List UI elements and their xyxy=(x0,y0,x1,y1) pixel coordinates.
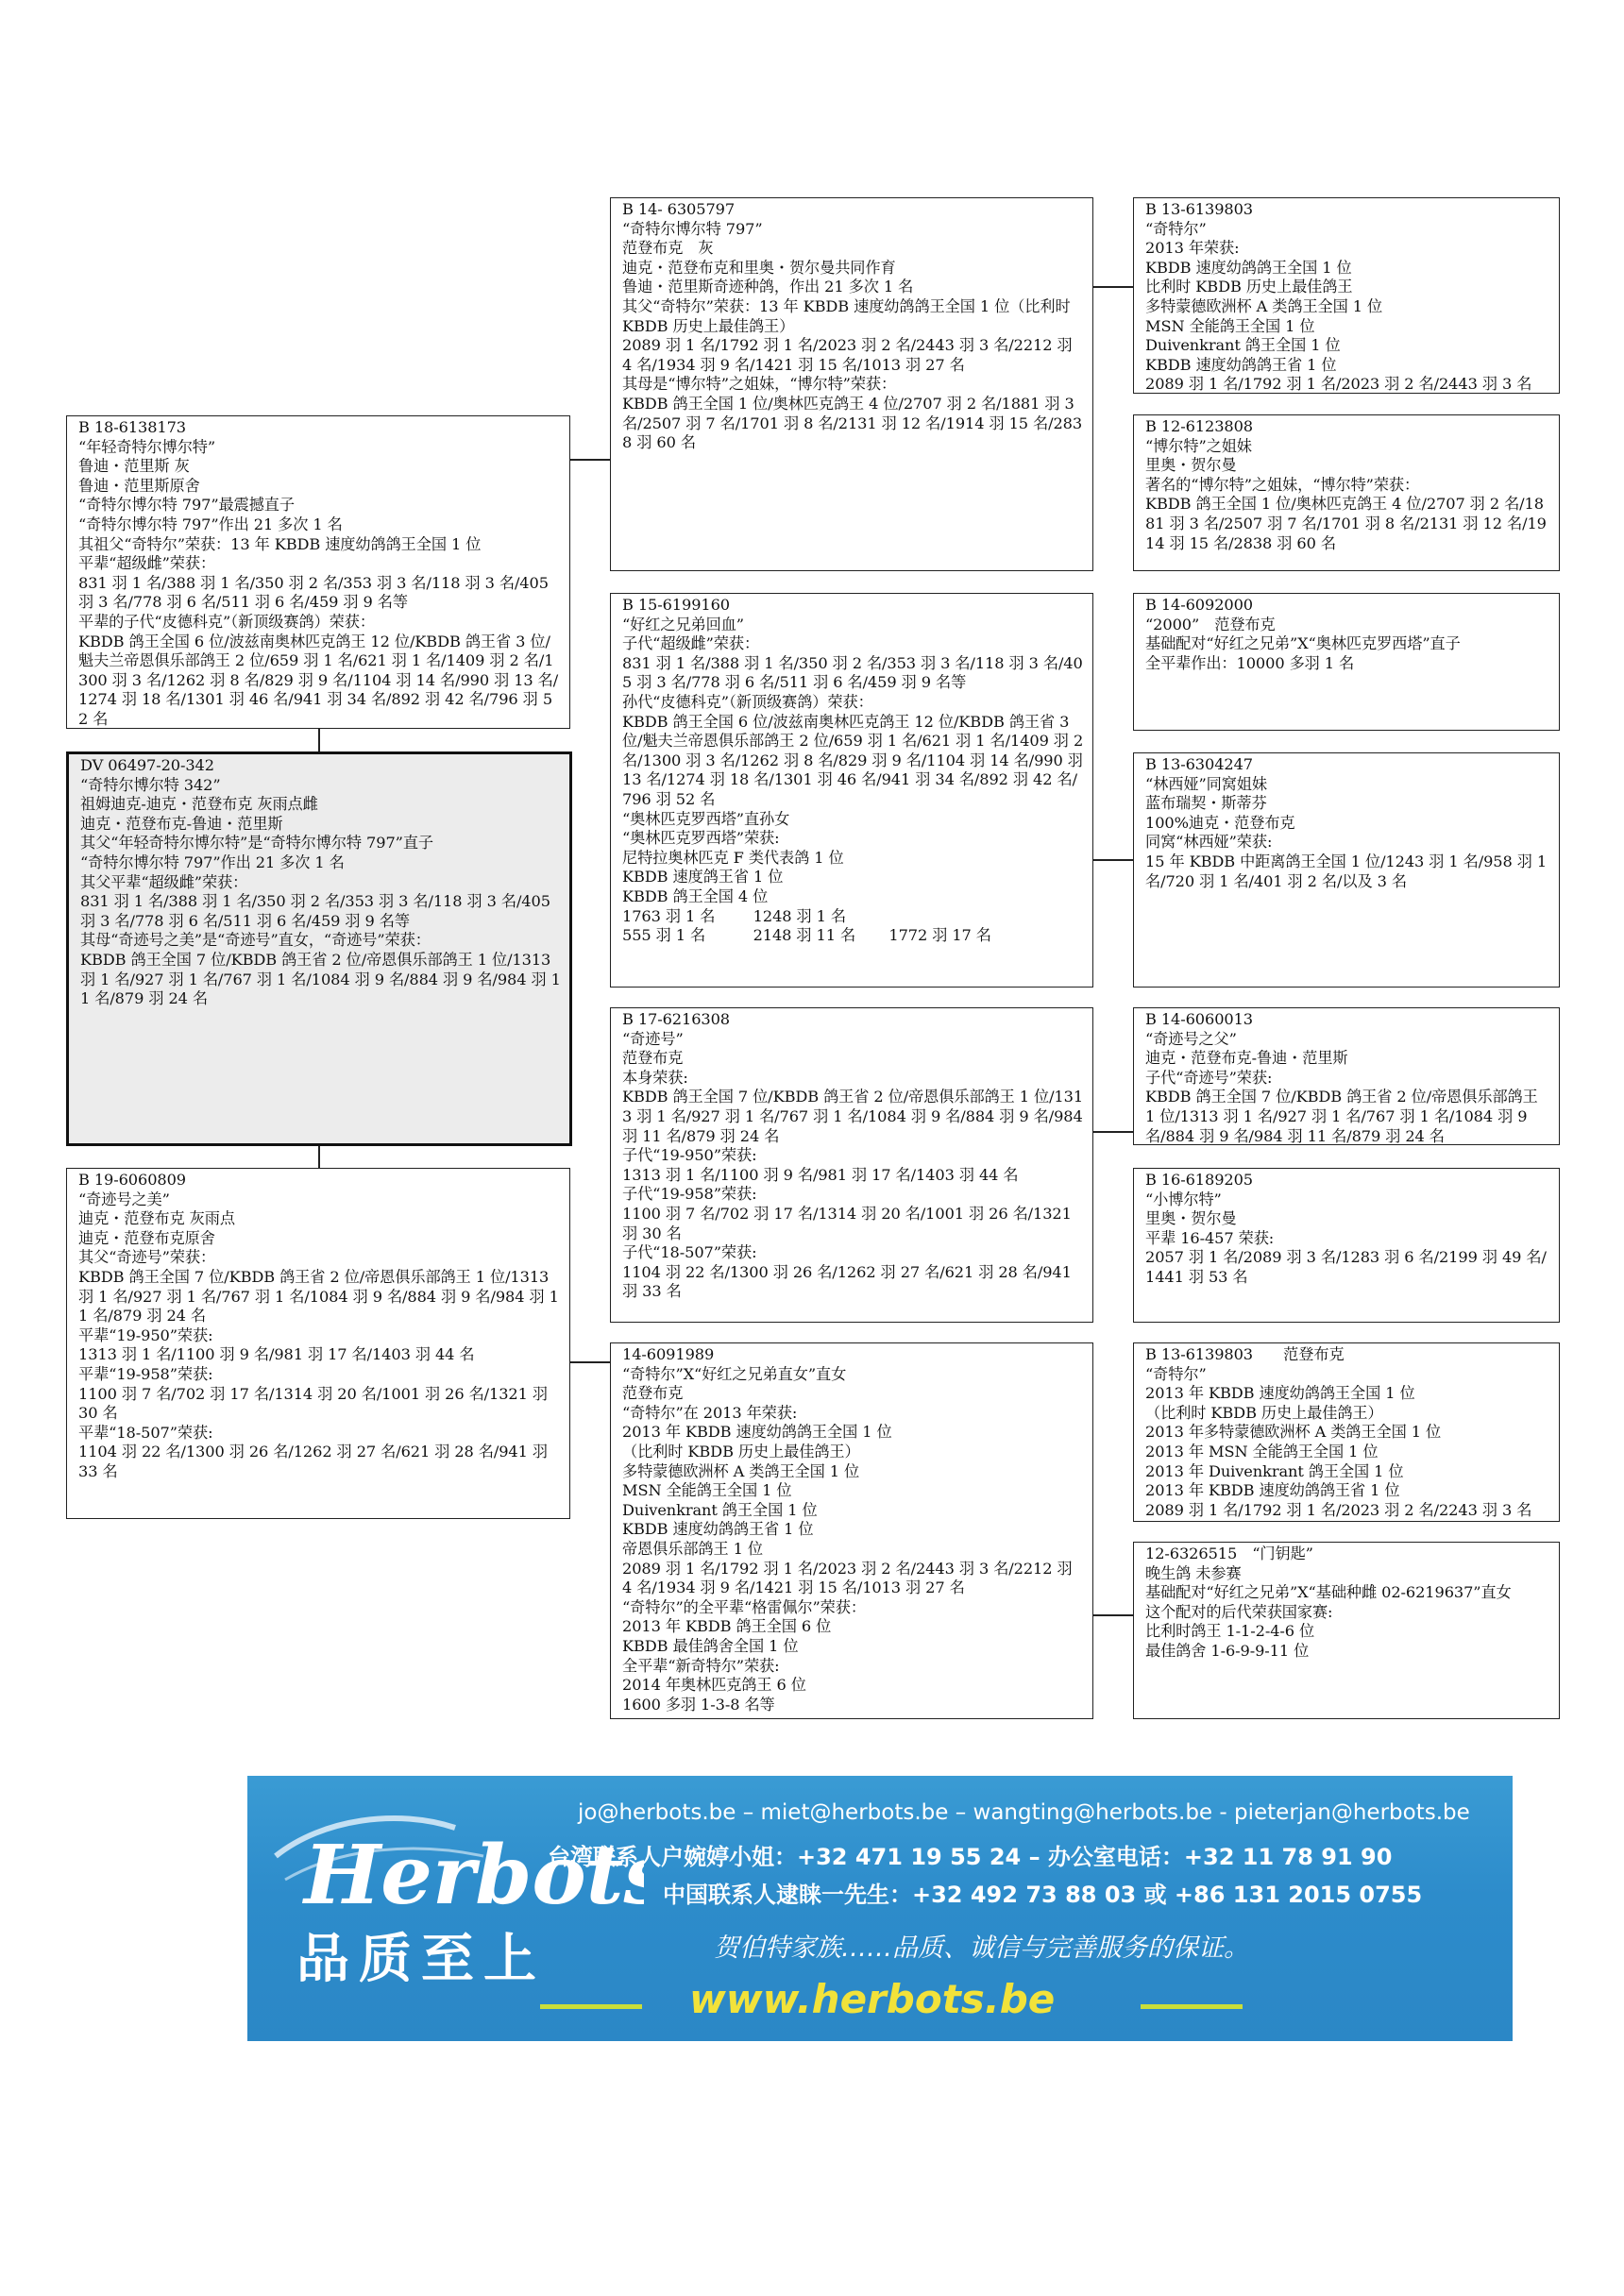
text-line: 比利时鸽王 1-1-2-4-6 位 xyxy=(1145,1622,1315,1641)
text-line: （比利时 KBDB 历史上最佳鸽王） xyxy=(1145,1403,1383,1422)
text-line: 鲁迪・范里斯 灰 xyxy=(78,457,190,476)
connector-line xyxy=(1093,1131,1133,1133)
text-line: B 13-6139803 范登布克 xyxy=(1145,1345,1345,1363)
text-line: 子代“奇迹号”荣获: xyxy=(1145,1068,1273,1087)
great-grandsire-box-3 xyxy=(1133,1007,1560,1145)
text-line: 2089 羽 1 名/1792 羽 1 名/2023 羽 2 名/2443 羽 3 名/2212 羽 4 名/1934 羽 9 名/1421 羽 15 名/1013 羽 27 名 xyxy=(622,336,1077,374)
text-line: B 14- 6305797 xyxy=(622,200,736,218)
great-grandsire-box-1 xyxy=(1133,197,1560,394)
text-line: “奇特尔博尔特 342” xyxy=(80,775,221,794)
connector-line xyxy=(1093,286,1133,288)
text-line: 1313 羽 1 名/1100 羽 9 名/981 羽 17 名/1403 羽 44 名 xyxy=(622,1165,1019,1184)
granddam-maternal-box xyxy=(610,1342,1093,1719)
text-line: 平辈“19-950”荣获: xyxy=(78,1325,213,1344)
sire-box xyxy=(66,415,570,729)
china-contact: 中国联系人逮睐一先生：+32 492 73 88 03 或 +86 131 2015 0755 xyxy=(663,1882,1423,1908)
connector-line xyxy=(570,1361,610,1363)
text-line: 子代“18-507”荣获: xyxy=(622,1243,757,1262)
text-line: “奇特尔” xyxy=(1145,219,1207,238)
decorative-bar-right xyxy=(1141,2004,1243,2009)
text-line: B 18-6138173 xyxy=(78,418,187,436)
text-line: 多特蒙德欧洲杯 A 类鸽王全国 1 位 xyxy=(622,1461,860,1480)
herbots-banner xyxy=(247,1776,1513,2041)
grandsire-paternal-box xyxy=(610,197,1093,571)
text-line: 多特蒙德欧洲杯 A 类鸽王全国 1 位 xyxy=(1145,296,1383,315)
text-line: B 19-6060809 xyxy=(78,1171,187,1189)
text-line: “奇迹号之父” xyxy=(1145,1029,1237,1048)
great-granddam-box-2 xyxy=(1133,752,1560,988)
text-line: 鲁迪・范里斯原舍 xyxy=(78,476,200,495)
text-line: 12-6326515 “门钥匙” xyxy=(1145,1545,1313,1562)
text-line: 2089 羽 1 名/1792 羽 1 名/2023 羽 2 名/2443 羽 3 名/2212 羽 4 名/1934 羽 9 名/1421 羽 15 名/1013 羽 27 名 xyxy=(622,1559,1077,1597)
text-line: 平辈“18-507”荣获: xyxy=(78,1423,213,1442)
text-line: KBDB 速度幼鸽鸽王省 1 位 xyxy=(622,1520,814,1539)
text-line: 其父“年轻奇特尔博尔特”是“奇特尔博尔特 797”直子 xyxy=(80,834,434,853)
slogan: 贺伯特家族……品质、诚信与完善服务的保证。 xyxy=(714,1933,1249,1963)
text-line: 其祖父“奇特尔”荣获：13 年 KBDB 速度幼鸽鸽王全国 1 位 xyxy=(78,534,482,553)
logo-text: Herbots xyxy=(304,1828,644,1923)
text-line: 著名的“博尔特”之姐妹，“博尔特”荣获： xyxy=(1145,475,1420,494)
text-line: 基础配对“好红之兄弟”X“奥林匹克罗西塔”直子 xyxy=(1145,634,1461,653)
great-granddam-box-3 xyxy=(1133,1168,1560,1323)
text-line: KBDB 鸽王全国 6 位/波兹南奥林匹克鸽王 12 位/KBDB 鸽王省 3 位/魁夫兰帝恩俱乐部鸽王 2 位/659 羽 1 名/621 羽 1 名/1409 羽 2 名/1300 羽 3 名/1262 羽 8 名/829 羽 9 名/1104 羽 14 名/990 羽 13 名/1274 羽 18 名/1301 羽 46 名/941 羽 34 名/892 羽 42 名/796 羽 52 名 xyxy=(622,712,1089,808)
subject-pigeon-box xyxy=(66,751,572,1146)
text-line: KBDB 鸽王全国 7 位/KBDB 鸽王省 2 位/帝恩俱乐部鸽王 1 位/1313 羽 1 名/927 羽 1 名/767 羽 1 名/1084 羽 9 名/884 羽 9 名/984 羽 11 名/879 羽 24 名 xyxy=(1145,1088,1543,1145)
text-line: 晚生鸽 未参赛 xyxy=(1145,1563,1242,1582)
text-line: 鲁迪・范里斯奇迹种鸽，作出 21 多次 1 名 xyxy=(622,278,914,296)
text-line: “奇特尔”X“好红之兄弟直女”直女 xyxy=(622,1364,847,1383)
text-line: Duivenkrant 鸽王全国 1 位 xyxy=(1145,336,1341,355)
text-line: 迪克・范登布克和里奥・贺尔曼共同作育 xyxy=(622,258,896,277)
text-line: 其父“奇迹号”荣获： xyxy=(78,1248,216,1267)
text-line: 2013 年荣获: xyxy=(1145,239,1240,258)
text-line: 1100 羽 7 名/702 羽 17 名/1314 羽 20 名/1001 羽 26 名/1321 羽 30 名 xyxy=(622,1204,1076,1242)
text-line: “2000” 范登布克 xyxy=(1145,615,1276,633)
great-grandsire-box-2 xyxy=(1133,593,1560,731)
grandsire-maternal-box xyxy=(610,1007,1093,1323)
text-line: 2013 年 MSN 全能鸽王全国 1 位 xyxy=(1145,1442,1379,1460)
text-line: 全平辈“新奇特尔”荣获: xyxy=(622,1656,780,1675)
text-line: “奇特尔博尔特 797”最震撼直子 xyxy=(78,496,295,515)
text-line: 1313 羽 1 名/1100 羽 9 名/981 羽 17 名/1403 羽 44 名 xyxy=(78,1345,475,1364)
text-line: 831 羽 1 名/388 羽 1 名/350 羽 2 名/353 羽 3 名/118 羽 3 名/405 羽 3 名/778 羽 6 名/511 羽 6 名/459 羽 9 名等 xyxy=(622,653,1083,692)
text-line: B 13-6304247 xyxy=(1145,755,1254,773)
text-line: 迪克・范登布克 灰雨点 xyxy=(78,1209,235,1228)
text-line: KBDB 速度幼鸽鸽王全国 1 位 xyxy=(1145,258,1352,277)
text-line: KBDB 鸽王全国 1 位/奥林匹克鸽王 4 位/2707 羽 2 名/1881 羽 3 名/2507 羽 7 名/1701 羽 8 名/2131 羽 12 名/1914 羽 15 名/2838 羽 60 名 xyxy=(1145,495,1547,552)
text-line: KBDB 鸽王全国 1 位/奥林匹克鸽王 4 位/2707 羽 2 名/1881 羽 3 名/2507 羽 7 名/1701 羽 8 名/2131 羽 12 名/1914 羽 15 名/2838 羽 60 名 xyxy=(622,394,1083,452)
text-line: 最佳鸽舍 1-6-9-9-11 位 xyxy=(1145,1641,1310,1660)
text-line: KBDB 鸽王全国 7 位/KBDB 鸽王省 2 位/帝恩俱乐部鸽王 1 位/1313 羽 1 名/927 羽 1 名/767 羽 1 名/1084 羽 9 名/884 羽 9 名/984 羽 11 名/879 羽 24 名 xyxy=(622,1088,1088,1145)
great-grandsire-box-4 xyxy=(1133,1342,1560,1522)
text-line: 范登布克 xyxy=(622,1384,684,1403)
decorative-bar-left xyxy=(540,2004,642,2009)
text-line: 全平辈作出：10000 多羽 1 名 xyxy=(1145,653,1355,672)
text-line: DV 06497-20-342 xyxy=(80,756,214,774)
text-line: 尼特拉奥林匹克 F 类代表鸽 1 位 xyxy=(622,848,844,867)
text-line: 1100 羽 7 名/702 羽 17 名/1314 羽 20 名/1001 羽 26 名/1321 羽 30 名 xyxy=(78,1384,553,1423)
text-line: “奇特尔博尔特 797”作出 21 多次 1 名 xyxy=(80,853,345,871)
connector-line xyxy=(570,459,610,461)
text-line: 其母“奇迹号之美”是“奇迹号”直女，“奇迹号”荣获： xyxy=(80,931,431,950)
email-list: jo@herbots.be – miet@herbots.be – wangting@herbots.be - pieterjan@herbots.be xyxy=(578,1800,1470,1825)
text-line: B 12-6123808 xyxy=(1145,417,1254,435)
granddam-paternal-box xyxy=(610,593,1093,988)
text-line: 100%迪克・范登布克 xyxy=(1145,813,1295,832)
text-line: “林西娅”同窝姐妹 xyxy=(1145,774,1267,793)
text-line: （比利时 KBDB 历史上最佳鸽王） xyxy=(622,1442,860,1460)
text-line: KBDB 鸽王全国 7 位/KBDB 鸽王省 2 位/帝恩俱乐部鸽王 1 位/1313 羽 1 名/927 羽 1 名/767 羽 1 名/1084 羽 9 名/884 羽 9 名/984 羽 11 名/879 羽 24 名 xyxy=(78,1267,559,1325)
text-line: KBDB 速度鸽王省 1 位 xyxy=(622,868,784,886)
text-line: B 13-6139803 xyxy=(1145,200,1254,218)
text-line: 1104 羽 22 名/1300 羽 26 名/1262 羽 27 名/621 羽 28 名/941 羽 33 名 xyxy=(622,1262,1076,1301)
text-line: “奇特尔”的全平辈“格雷佩尔”荣获： xyxy=(622,1597,866,1616)
text-line: 2013 年 KBDB 速度幼鸽鸽王全国 1 位 xyxy=(1145,1384,1415,1403)
text-line: 迪克・范登布克原舍 xyxy=(78,1228,215,1247)
text-line: 基础配对“好红之兄弟”X“基础种雌 02-6219637”直女 xyxy=(1145,1583,1512,1602)
text-line: “奇特尔”在 2013 年荣获: xyxy=(622,1403,798,1422)
text-line: 555 羽 1 名 2148 羽 11 名 1772 羽 17 名 xyxy=(622,926,991,945)
text-line: 比利时 KBDB 历史上最佳鸽王 xyxy=(1145,278,1353,296)
text-line: 这个配对的后代荣获国家赛: xyxy=(1145,1602,1333,1621)
text-line: 2014 年奥林匹克鸽王 6 位 xyxy=(622,1676,806,1695)
text-line: “年轻奇特尔博尔特” xyxy=(78,437,216,456)
text-line: 2013 年 KBDB 鸽王全国 6 位 xyxy=(622,1617,832,1636)
text-line: 1104 羽 22 名/1300 羽 26 名/1262 羽 27 名/621 羽 28 名/941 羽 33 名 xyxy=(78,1443,553,1480)
text-line: 迪克・范登布克-鲁迪・范里斯 xyxy=(80,814,283,833)
text-line: “奇特尔博尔特 797” xyxy=(622,219,763,238)
text-line: “奥林匹克罗西塔”直孙女 xyxy=(622,809,790,828)
text-line: 里奥・贺尔曼 xyxy=(1145,456,1237,475)
text-line: 平辈的子代“皮德科克”（新顶级赛鸽）荣获： xyxy=(78,612,375,631)
great-granddam-box-4 xyxy=(1133,1542,1560,1719)
text-line: “博尔特”之姐妹 xyxy=(1145,436,1252,455)
website-link[interactable]: www.herbots.be xyxy=(689,1976,1056,2022)
text-line: “奇特尔” xyxy=(1145,1364,1207,1383)
text-line: B 15-6199160 xyxy=(622,596,731,614)
text-line: MSN 全能鸽王全国 1 位 xyxy=(622,1481,792,1500)
text-line: 里奥・贺尔曼 xyxy=(1145,1209,1237,1228)
text-line: MSN 全能鸽王全国 1 位 xyxy=(1145,316,1315,335)
text-line: 2013 年 KBDB 速度幼鸽鸽王省 1 位 xyxy=(1145,1481,1400,1500)
text-line: 孙代“皮德科克”（新顶级赛鸽）荣获： xyxy=(622,692,873,711)
text-line: KBDB 鸽王全国 4 位 xyxy=(622,886,769,905)
text-line: 2089 羽 1 名/1792 羽 1 名/2023 羽 2 名/2243 羽 3 名 xyxy=(1145,1500,1532,1519)
text-line: 帝恩俱乐部鸽王 1 位 xyxy=(622,1539,763,1558)
motto: 品质至上 xyxy=(296,1929,546,1990)
text-line: 本身荣获: xyxy=(622,1068,688,1087)
connector-line xyxy=(1093,1614,1133,1616)
text-line: 子代“19-950”荣获: xyxy=(622,1146,757,1165)
text-line: 范登布克 xyxy=(622,1049,684,1068)
text-line: “小博尔特” xyxy=(1145,1190,1222,1208)
text-line: 蓝布瑞契・斯蒂芬 xyxy=(1145,794,1267,813)
text-line: KBDB 鸽王全国 6 位/波兹南奥林匹克鸽王 12 位/KBDB 鸽王省 3 位/魁夫兰帝恩俱乐部鸽王 2 位/659 羽 1 名/621 羽 1 名/1409 羽 2 名/1300 羽 3 名/1262 羽 8 名/829 羽 9 名/1104 羽 14 名/990 羽 13 名/1274 羽 18 名/1301 羽 46 名/941 羽 34 名/892 羽 42 名/796 羽 52 名 xyxy=(78,632,559,728)
text-line: 子代“19-958”荣获: xyxy=(622,1185,757,1204)
text-line: “好红之兄弟回血” xyxy=(622,615,744,633)
text-line: “奇特尔博尔特 797”作出 21 多次 1 名 xyxy=(78,515,343,533)
text-line: 范登布克 灰 xyxy=(622,239,714,258)
taiwan-contact: 台湾联系人户婉婷小姐：+32 471 19 55 24 – 办公室电话：+32 11 78 91 90 xyxy=(548,1844,1393,1870)
text-line: 831 羽 1 名/388 羽 1 名/350 羽 2 名/353 羽 3 名/118 羽 3 名/405 羽 3 名/778 羽 6 名/511 羽 6 名/459 羽 9 名等 xyxy=(80,892,555,930)
text-line: KBDB 鸽王全国 7 位/KBDB 鸽王省 2 位/帝恩俱乐部鸽王 1 位/1313 羽 1 名/927 羽 1 名/767 羽 1 名/1084 羽 9 名/884 羽 9 名/984 羽 11 名/879 羽 24 名 xyxy=(80,950,561,1008)
text-line: “奥林匹克罗西塔”荣获: xyxy=(622,829,780,848)
text-line: 1763 羽 1 名 1248 羽 1 名 xyxy=(622,906,846,925)
text-line: 2013 年多特蒙德欧洲杯 A 类鸽王全国 1 位 xyxy=(1145,1423,1442,1442)
connector-line xyxy=(1093,859,1133,861)
text-line: B 14-6060013 xyxy=(1145,1010,1254,1028)
text-line: 同窝“林西娅”荣获: xyxy=(1145,833,1273,852)
dam-box xyxy=(66,1168,570,1519)
text-line: B 16-6189205 xyxy=(1145,1171,1254,1189)
text-line: 平辈“超级雌”荣获： xyxy=(78,554,216,573)
text-line: KBDB 最佳鸽舍全国 1 位 xyxy=(622,1636,799,1655)
text-line: 平辈 16-457 荣获: xyxy=(1145,1228,1275,1247)
text-line: 2089 羽 1 名/1792 羽 1 名/2023 羽 2 名/2443 羽 3 名 xyxy=(1145,375,1532,394)
text-line: 祖姆迪克-迪克・范登布克 灰雨点雌 xyxy=(80,795,318,814)
text-line: 1600 多羽 1-3-8 名等 xyxy=(622,1695,775,1714)
text-line: 831 羽 1 名/388 羽 1 名/350 羽 2 名/353 羽 3 名/118 羽 3 名/405 羽 3 名/778 羽 6 名/511 羽 6 名/459 羽 9 名等 xyxy=(78,573,553,612)
text-line: 平辈“19-958”荣获: xyxy=(78,1364,213,1383)
text-line: 2057 羽 1 名/2089 羽 3 名/1283 羽 6 名/2199 羽 49 名/1441 羽 53 名 xyxy=(1145,1248,1547,1286)
text-line: 14-6091989 xyxy=(622,1345,715,1363)
text-line: 其母是“博尔特”之姐妹，“博尔特”荣获： xyxy=(622,375,897,394)
text-line: 其父平辈“超级雌”荣获： xyxy=(80,872,248,891)
connector-line xyxy=(318,1146,320,1168)
text-line: 迪克・范登布克-鲁迪・范里斯 xyxy=(1145,1049,1348,1068)
text-line: 子代“超级雌”荣获： xyxy=(622,634,760,653)
connector-line xyxy=(318,729,320,751)
great-granddam-box-1 xyxy=(1133,414,1560,571)
text-line: B 14-6092000 xyxy=(1145,596,1254,614)
text-line: 2013 年 KBDB 速度幼鸽鸽王全国 1 位 xyxy=(622,1423,892,1442)
text-line: 2013 年 Duivenkrant 鸽王全国 1 位 xyxy=(1145,1461,1404,1480)
text-line: “奇迹号” xyxy=(622,1029,684,1048)
text-line: Duivenkrant 鸽王全国 1 位 xyxy=(622,1500,818,1519)
text-line: 15 年 KBDB 中距离鸽王全国 1 位/1243 羽 1 名/958 羽 1 名/720 羽 1 名/401 羽 2 名/以及 3 名 xyxy=(1145,852,1552,890)
text-line: 其父“奇特尔”荣获：13 年 KBDB 速度幼鸽鸽王全国 1 位（比利时 KBDB 历史上最佳鸽王） xyxy=(622,296,1075,335)
text-line: B 17-6216308 xyxy=(622,1010,731,1028)
text-line: “奇迹号之美” xyxy=(78,1190,170,1208)
text-line: KBDB 速度幼鸽鸽王省 1 位 xyxy=(1145,355,1337,374)
